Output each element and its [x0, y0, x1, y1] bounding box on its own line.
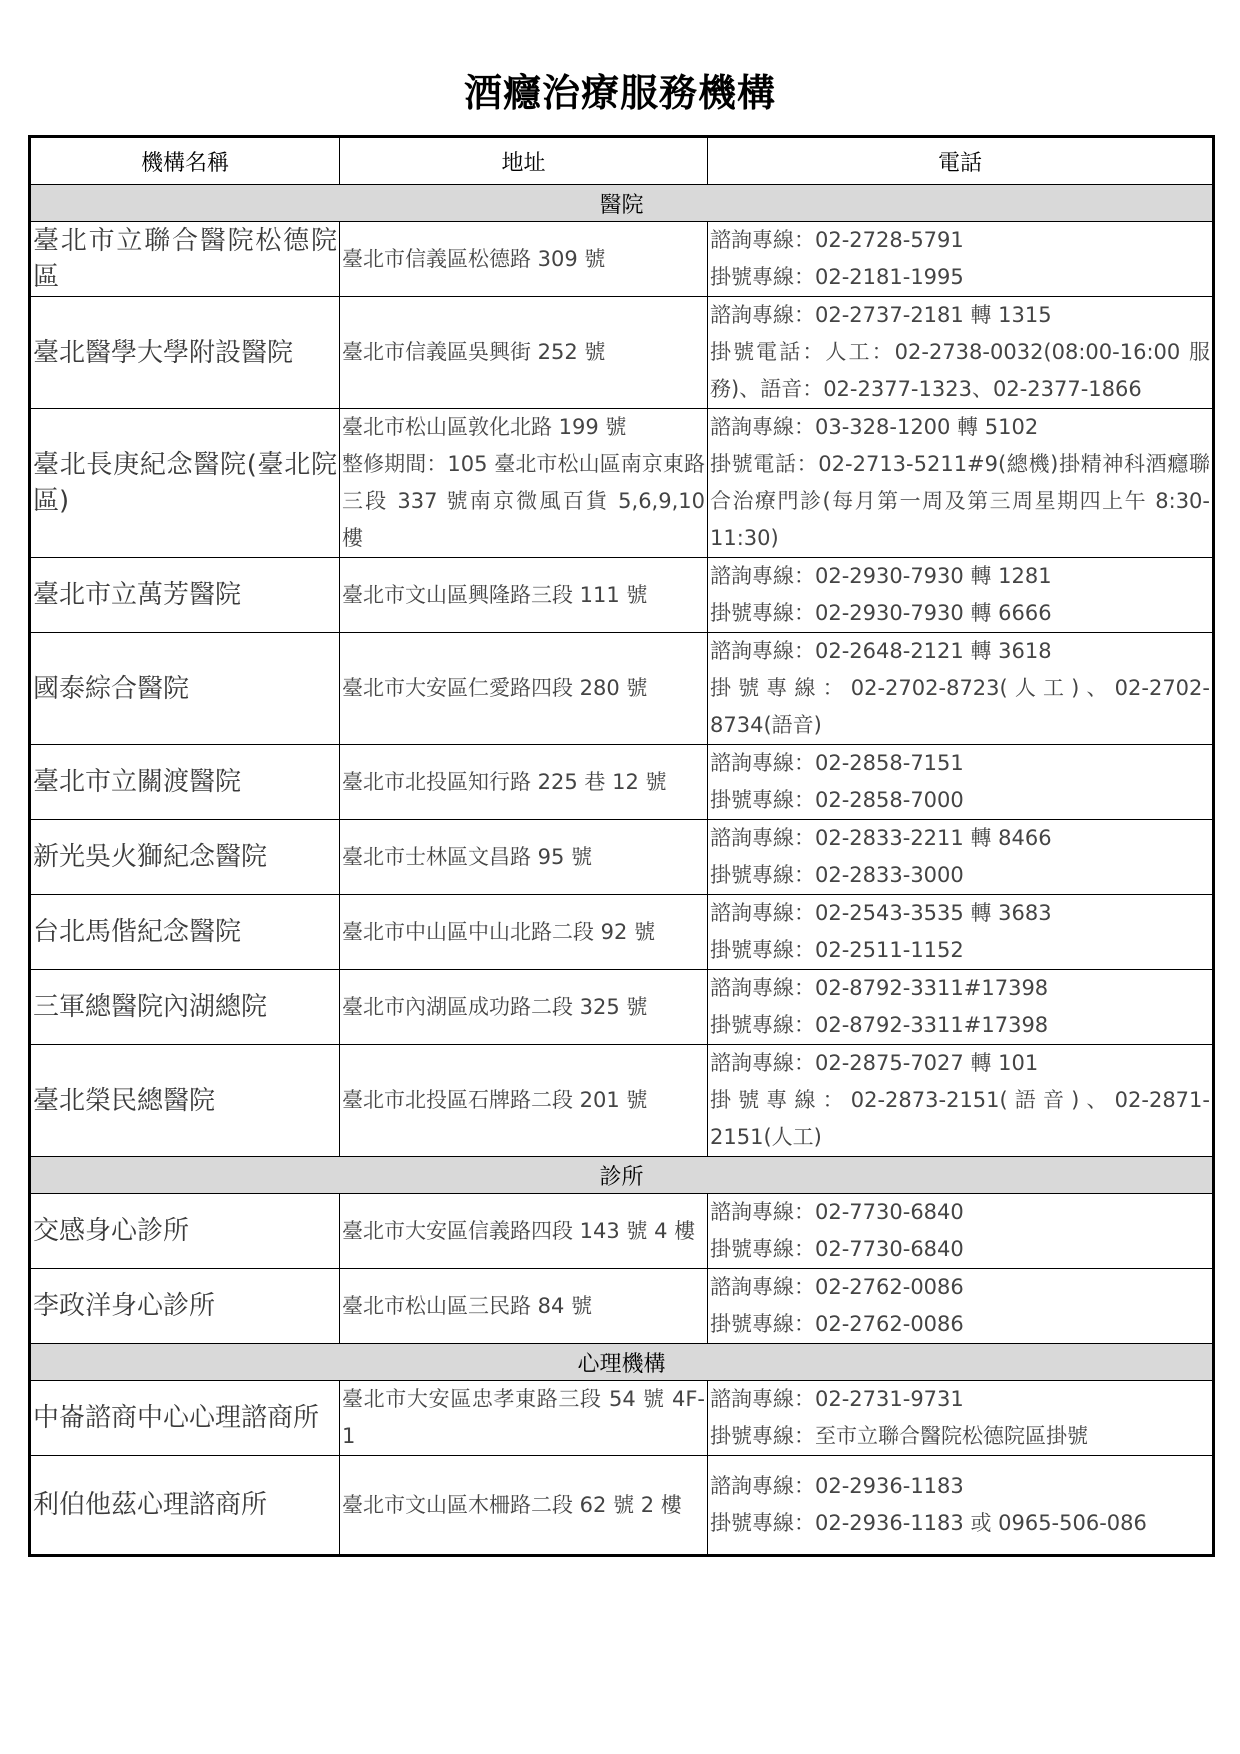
institution-name: 李政洋身心診所: [30, 1269, 340, 1344]
phone-line: 掛號電話：人工：02-2738-0032(08:00-16:00 服務)、語音：02-2377-1323、02-2377-1866: [710, 340, 1210, 401]
address-line: 臺北市文山區興隆路三段 111 號: [342, 582, 648, 607]
institution-address: [340, 1456, 708, 1556]
phone-line: 諮詢專線：02-2737-2181 轉 1315: [710, 303, 1052, 327]
institution-name: 臺北長庚紀念醫院(臺北院區): [30, 409, 340, 558]
table-row: [30, 558, 1214, 633]
phone-line: 諮詢專線：02-2833-2211 轉 8466: [710, 826, 1052, 850]
address-line: 臺北市大安區忠孝東路三段 54 號 4F-1: [342, 1387, 705, 1448]
phone-line: 掛號專線：02-2702-8723(人工)、02-2702-8734(語音): [710, 676, 1210, 737]
phone-line: 諮詢專線：03-328-1200 轉 5102: [710, 415, 1039, 439]
institution-address: [340, 222, 708, 297]
phone-line: 諮詢專線：02-2543-3535 轉 3683: [710, 901, 1052, 925]
phone-line: 諮詢專線：02-2875-7027 轉 101: [710, 1051, 1039, 1075]
institution-name: 臺北市立關渡醫院: [30, 745, 340, 820]
phone-line: 諮詢專線：02-2728-5791: [710, 228, 964, 252]
institution-address: [340, 633, 708, 745]
institution-name: 臺北市立萬芳醫院: [30, 558, 340, 633]
institution-table: [28, 135, 1215, 1557]
institution-phone: [708, 1381, 1214, 1456]
institution-name: 利伯他茲心理諮商所: [30, 1456, 340, 1556]
table-row: [30, 297, 1214, 409]
institution-phone: [708, 633, 1214, 745]
phone-line: 掛號專線：至市立聯合醫院松德院區掛號: [710, 1424, 1088, 1448]
phone-line: 諮詢專線：02-2762-0086: [710, 1275, 964, 1299]
table-body: [30, 185, 1214, 1556]
institution-address: [340, 297, 708, 409]
table-row: [30, 222, 1214, 297]
address-line: 臺北市信義區松德路 309 號: [342, 246, 606, 271]
address-line: 臺北市北投區石牌路二段 201 號: [342, 1088, 648, 1112]
institution-address: [340, 745, 708, 820]
institution-phone: [708, 970, 1214, 1045]
phone-line: 諮詢專線：02-2930-7930 轉 1281: [710, 564, 1052, 588]
address-line: 臺北市松山區三民路 84 號: [342, 1293, 593, 1318]
institution-address: [340, 1381, 708, 1456]
section-row: [30, 1344, 1214, 1381]
phone-line: 諮詢專線：02-2858-7151: [710, 751, 964, 775]
institution-phone: [708, 895, 1214, 970]
table-row: [30, 820, 1214, 895]
phone-line: 諮詢專線：02-7730-6840: [710, 1200, 964, 1224]
address-line: 臺北市北投區知行路 225 巷 12 號: [342, 769, 667, 794]
table-row: [30, 970, 1214, 1045]
table-row: [30, 1269, 1214, 1344]
phone-line: 掛號專線：02-2858-7000: [710, 788, 964, 812]
institution-phone: [708, 1456, 1214, 1556]
phone-line: 掛號專線：02-7730-6840: [710, 1237, 964, 1261]
address-line: 臺北市士林區文昌路 95 號: [342, 844, 593, 869]
table-row: [30, 1045, 1214, 1157]
section-label: 診所: [30, 1157, 1214, 1194]
address-line: 臺北市文山區木柵路二段 62 號 2 樓: [342, 1492, 682, 1517]
institution-address: [340, 970, 708, 1045]
phone-line: 掛號專線：02-2762-0086: [710, 1312, 964, 1336]
institution-phone: [708, 409, 1214, 558]
institution-address: [340, 558, 708, 633]
phone-line: 掛號專線：02-8792-3311#17398: [710, 1013, 1049, 1037]
address-line: 臺北市大安區信義路四段 143 號 4 樓: [342, 1218, 696, 1243]
phone-line: 掛號專線：02-2936-1183 或 0965-506-086: [710, 1511, 1147, 1535]
phone-line: 諮詢專線：02-2648-2121 轉 3618: [710, 639, 1052, 663]
institution-address: [340, 820, 708, 895]
table-row: [30, 745, 1214, 820]
address-line: 臺北市內湖區成功路二段 325 號: [342, 994, 648, 1019]
phone-line: 掛號專線：02-2833-3000: [710, 863, 964, 887]
institution-phone: [708, 820, 1214, 895]
phone-line: 掛號專線：02-2873-2151(語音)、02-2871-2151(人工): [710, 1088, 1210, 1149]
institution-phone: [708, 745, 1214, 820]
institution-name: 臺北醫學大學附設醫院: [30, 297, 340, 409]
institution-name: 臺北榮民總醫院: [30, 1045, 340, 1157]
institution-phone: [708, 222, 1214, 297]
table-header-row: [30, 137, 1214, 185]
institution-name: 臺北市立聯合醫院松德院區: [30, 222, 340, 297]
section-row: [30, 1157, 1214, 1194]
address-line: 臺北市松山區敦化北路 199 號: [342, 415, 627, 439]
header-address: 地址: [340, 137, 708, 185]
phone-line: 掛號專線：02-2511-1152: [710, 938, 964, 962]
table-row: [30, 1456, 1214, 1556]
institution-phone: [708, 1269, 1214, 1344]
table-row: [30, 409, 1214, 558]
section-label: 心理機構: [30, 1344, 1214, 1381]
institution-address: [340, 895, 708, 970]
address-line: 臺北市信義區吳興街 252 號: [342, 340, 606, 364]
institution-name: 中崙諮商中心心理諮商所: [30, 1381, 340, 1456]
institution-name: 交感身心診所: [30, 1194, 340, 1269]
institution-phone: [708, 1194, 1214, 1269]
institution-name: 新光吳火獅紀念醫院: [30, 820, 340, 895]
page-title: 酒癮治療服務機構: [463, 71, 776, 115]
institution-name: 國泰綜合醫院: [30, 633, 340, 745]
table-row: [30, 895, 1214, 970]
phone-line: 掛號專線：02-2930-7930 轉 6666: [710, 601, 1052, 625]
phone-line: 諮詢專線：02-8792-3311#17398: [710, 976, 1049, 1000]
section-label: 醫院: [30, 185, 1214, 222]
address-line: 臺北市中山區中山北路二段 92 號: [342, 919, 656, 944]
institution-name: 台北馬偕紀念醫院: [30, 895, 340, 970]
institution-phone: [708, 558, 1214, 633]
section-row: [30, 185, 1214, 222]
phone-line: 掛號電話：02-2713-5211#9(總機)掛精神科酒癮聯合治療門診(每月第一周及第三周星期四上午 8:30-11:30): [710, 452, 1210, 550]
institution-phone: [708, 1045, 1214, 1157]
phone-line: 諮詢專線：02-2731-9731: [710, 1387, 964, 1411]
institution-address: [340, 1269, 708, 1344]
institution-address: [340, 1045, 708, 1157]
phone-line: 諮詢專線：02-2936-1183: [710, 1474, 964, 1498]
address-line: 整修期間：105 臺北市松山區南京東路三段 337 號南京微風百貨 5,6,9,10 樓: [342, 452, 705, 550]
address-line: 臺北市大安區仁愛路四段 280 號: [342, 676, 648, 700]
institution-address: [340, 1194, 708, 1269]
table-row: [30, 1194, 1214, 1269]
institution-address: [340, 409, 708, 558]
header-name: 機構名稱: [30, 137, 340, 185]
institution-phone: [708, 297, 1214, 409]
phone-line: 掛號專線：02-2181-1995: [710, 265, 964, 289]
table-row: [30, 1381, 1214, 1456]
header-phone: 電話: [708, 137, 1214, 185]
table-row: [30, 633, 1214, 745]
institution-name: 三軍總醫院內湖總院: [30, 970, 340, 1045]
